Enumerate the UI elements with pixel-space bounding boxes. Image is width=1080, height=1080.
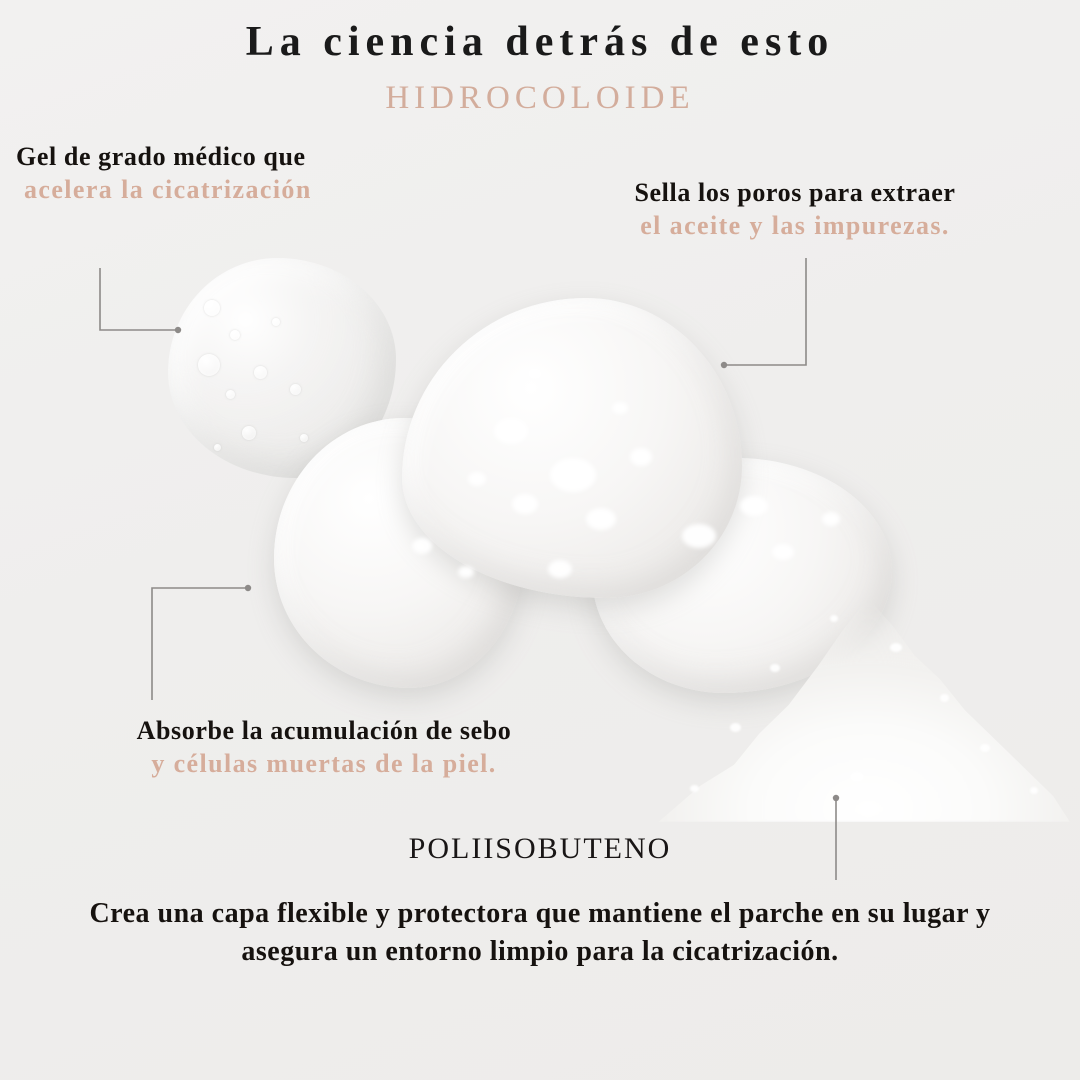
polyisobutene-title: POLIISOBUTENO [408, 832, 672, 865]
callout-seal [520, 176, 1070, 243]
callout-gel-line1: Gel de grado médico que [16, 142, 306, 171]
polyisobutene-description: Crea una capa flexible y protectora que mantiene el parche en su lugar y asegura un entorno limpio para la cicatrización. [89, 898, 991, 967]
white-powder-pile-image [650, 522, 1070, 822]
callout-seal-line1: Sella los poros para extraer [634, 178, 956, 207]
page-subtitle: HIDROCOLOIDE [385, 80, 695, 116]
leader-line-gel [100, 268, 176, 330]
leader-line-absorb [152, 588, 246, 700]
callout-gel-line2: acelera la cicatrización [24, 175, 312, 205]
callout-seal-line2: el aceite y las impurezas. [640, 211, 950, 241]
callout-absorb [14, 714, 634, 781]
leader-dot-absorb [245, 585, 251, 591]
callout-absorb-line1: Absorbe la acumulación de sebo [136, 716, 512, 745]
callout-gel [16, 140, 446, 207]
callout-absorb-line2: y células muertas de la piel. [151, 749, 497, 779]
page-title: La ciencia detrás de esto [245, 19, 835, 65]
